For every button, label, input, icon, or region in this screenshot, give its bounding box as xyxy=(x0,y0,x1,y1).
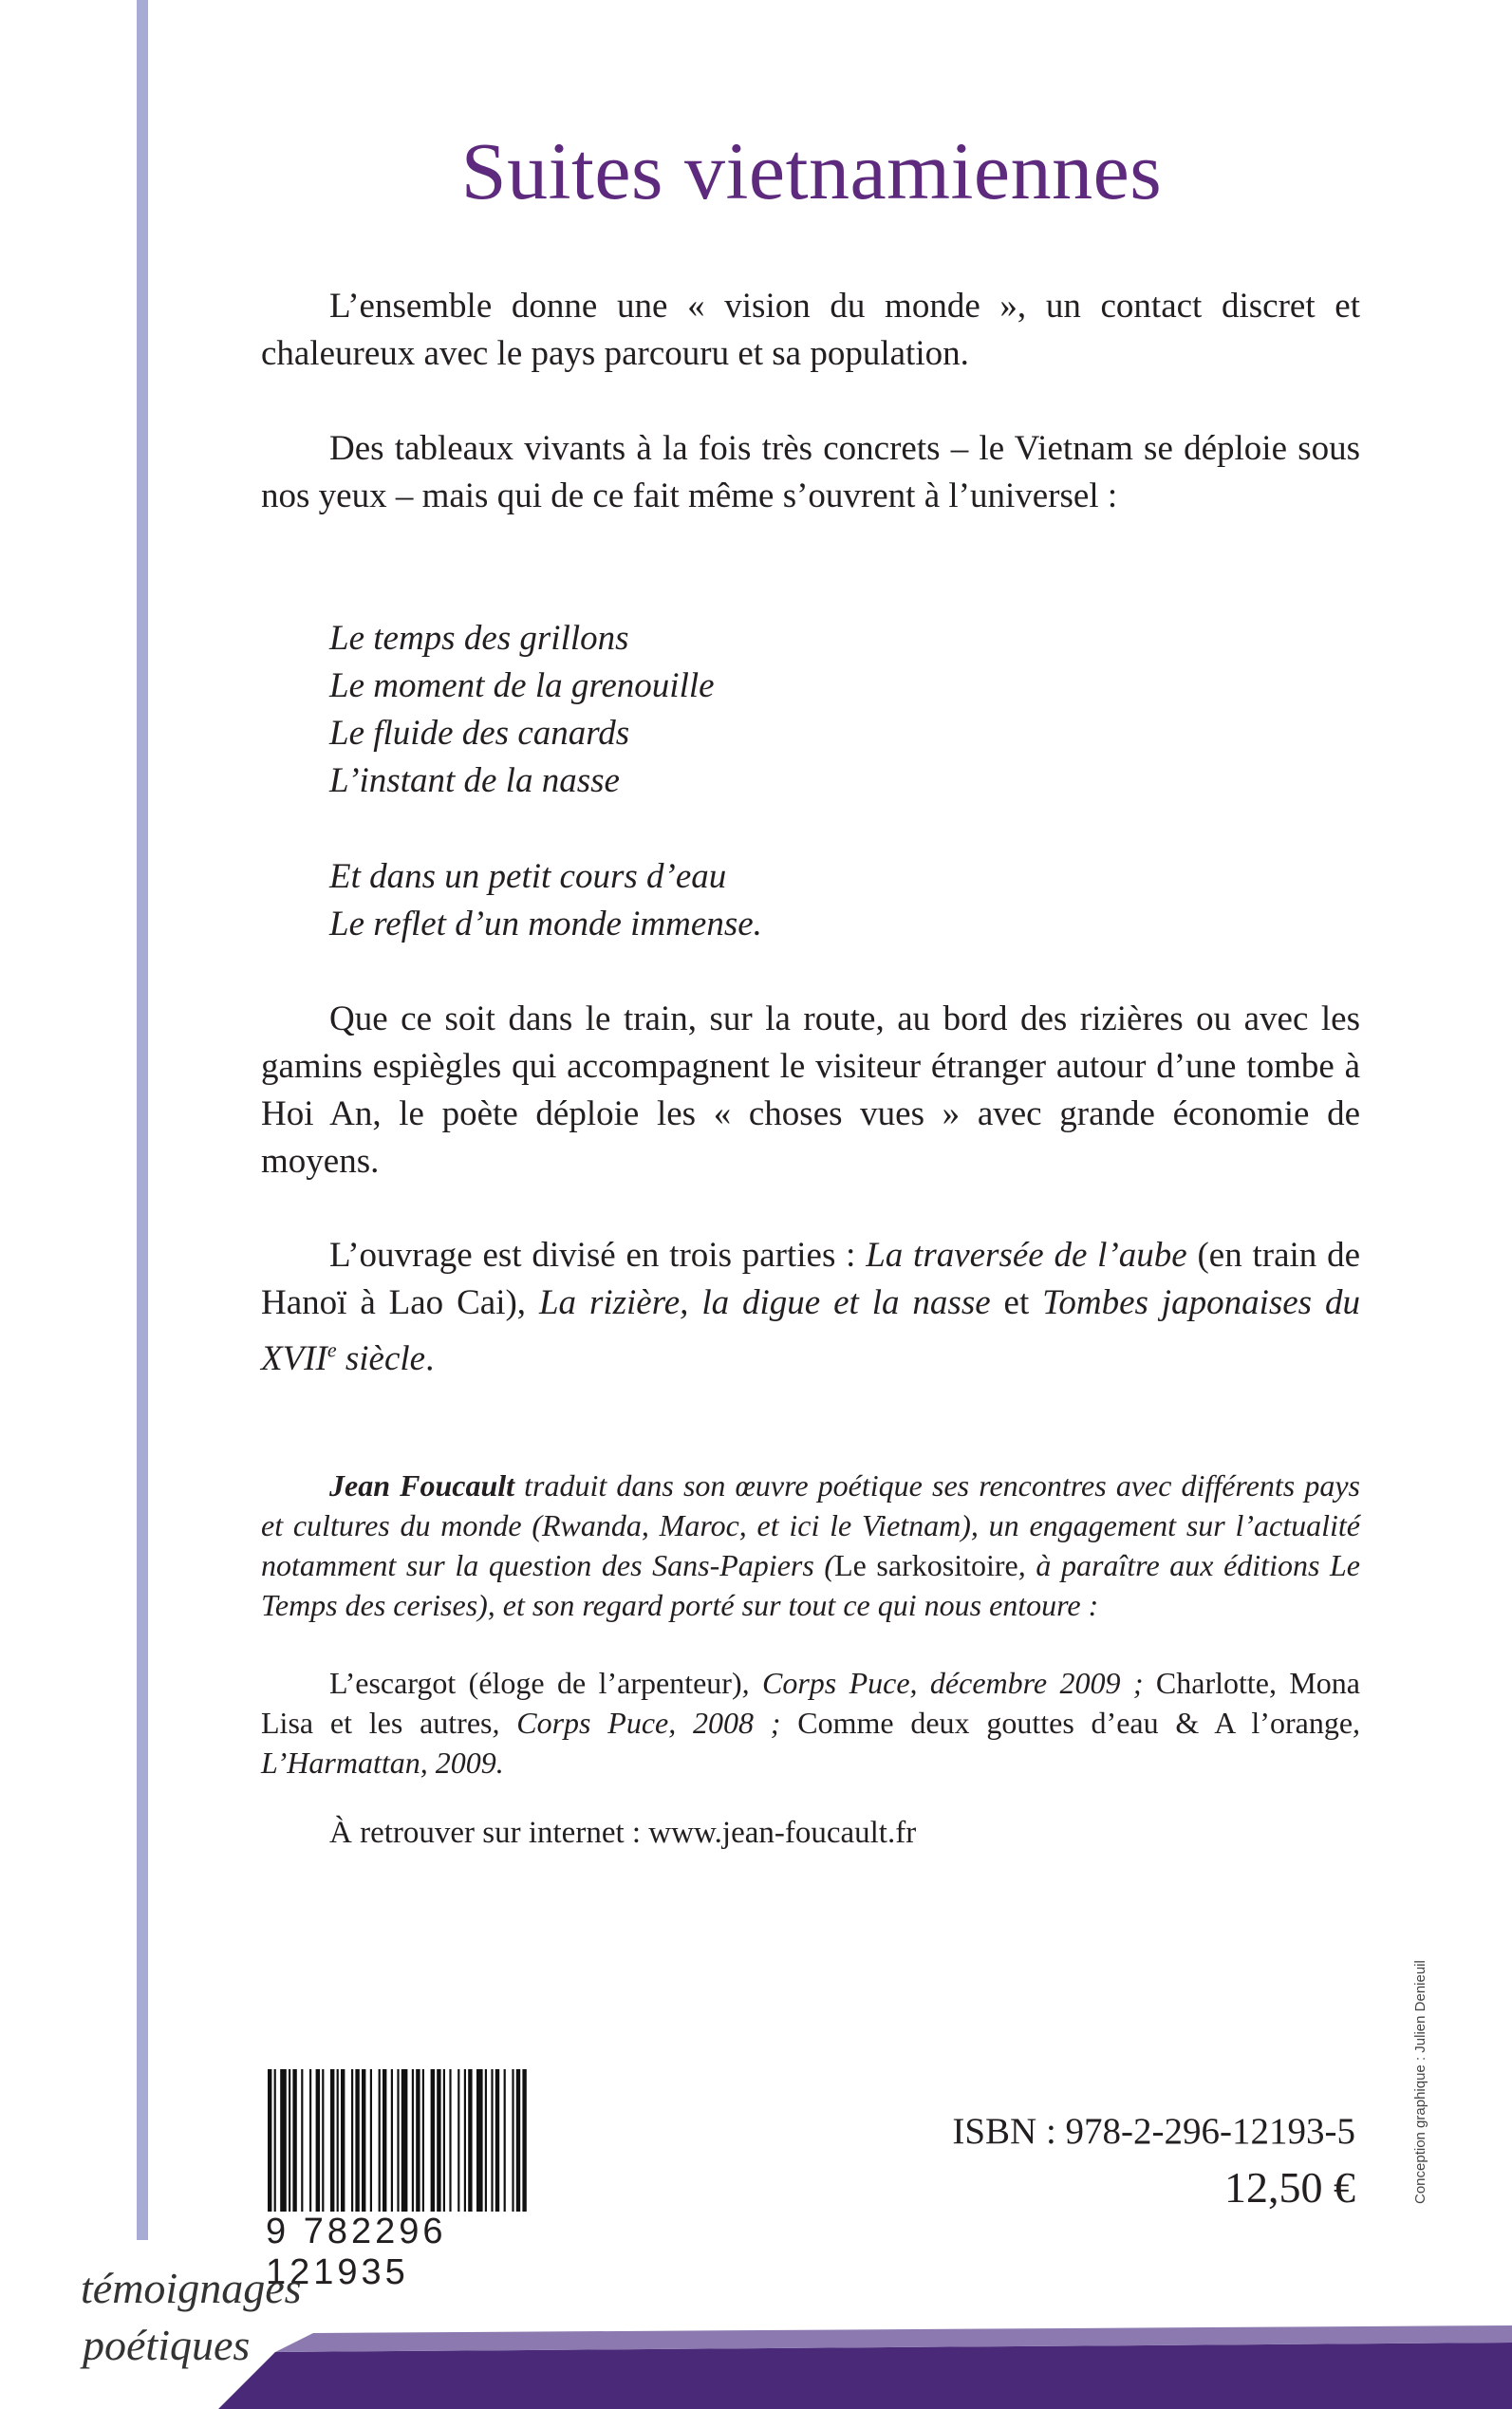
isbn: ISBN : 978-2-296-12193-5 xyxy=(952,2111,1355,2152)
poem-line: Le moment de la grenouille xyxy=(329,666,715,705)
poem-line: Le temps des grillons xyxy=(329,619,629,658)
summary-paragraph-1: L’ensemble donne une « vision du monde », un contact discret et chaleureux avec le pays parcouru et sa population. xyxy=(261,287,1360,373)
barcode-bars-icon xyxy=(266,2069,598,2212)
author-website: À retrouver sur internet : www.jean-foucault.fr xyxy=(329,1816,917,1850)
barcode xyxy=(266,2069,598,2293)
book-name: Le sarkositoire xyxy=(834,1548,1018,1582)
author-bio: Jean Foucault traduit dans son œuvre poétique ses rencontres avec différents pays et cultures du monde (Rwanda, Maroc, et ici le Vietnam), un engagement sur l’actualité notamment sur la question des Sans-Papiers (Le sarkositoire, à paraître aux éditions Le Temps des cerises), et son regard porté sur tout ce qui nous entoure : xyxy=(261,1468,1361,1622)
book-name: L’escargot (éloge de l’arpenteur) xyxy=(329,1666,742,1700)
summary-paragraph-2: Des tableaux vivants à la fois très concrets – le Vietnam se déploie sous nos yeux – mais qui de ce fait même s’ouvrent à l’universel : xyxy=(261,429,1360,515)
book-name: Comme deux gouttes d’eau & A l’orange xyxy=(780,1706,1353,1740)
summary-paragraph-4: L’ouvrage est divisé en trois parties : La traversée de l’aube (en train de Hanoï à Lao Cai), La rizière, la digue et la nasse et Tombes japonaises du XVIIe siècle. xyxy=(261,1236,1360,1379)
poem-line: Le reflet d’un monde immense. xyxy=(329,905,762,943)
book-title: Suites vietnamiennes xyxy=(460,125,1163,216)
parts-intro: L’ouvrage est divisé en trois parties : xyxy=(329,1236,867,1275)
poem-line: Le fluide des canards xyxy=(329,714,630,753)
design-credit: Conception graphique : Julien Denieuil xyxy=(1412,1960,1428,2204)
book-name: Charlotte, Mona Lisa et les autres xyxy=(261,1666,1360,1740)
bottom-band xyxy=(0,2316,1512,2409)
poem-line: L’instant de la nasse xyxy=(329,761,620,800)
poem-line: Et dans un petit cours d’eau xyxy=(329,857,727,896)
barcode-digits: 9 782296 121935 xyxy=(266,2212,447,2292)
author-bibliography: L’escargot (éloge de l’arpenteur), Corps Puce, décembre 2009 ; Charlotte, Mona Lisa et les autres, Corps Puce, 2008 ; Comme deux gouttes d’eau & A l’orange, L’Harmattan, 2009. xyxy=(261,1666,1361,1780)
collection-word: poétiques xyxy=(83,2321,251,2369)
poem-stanza-1 xyxy=(329,615,715,805)
part-title-3: Tombes japonaises du XVIIe siècle xyxy=(261,1283,1360,1379)
price: 12,50 € xyxy=(1224,2163,1355,2212)
part-title-1: La traversée de l’aube xyxy=(866,1236,1187,1275)
author-name: Jean Foucault xyxy=(329,1468,515,1503)
summary-paragraph-3: Que ce soit dans le train, sur la route, au bord des rizières ou avec les gamins espiègles qui accompagnent le visiteur étranger autour d’une tombe à Hoi An, le poète déploie les « choses vues » avec grande économie de moyens. xyxy=(261,999,1360,1181)
part-title-2: La rizière, la digue et la nasse xyxy=(538,1283,991,1322)
cover-stripe xyxy=(137,0,148,2240)
poem-stanza-2 xyxy=(329,853,762,948)
conjunction: et xyxy=(990,1283,1043,1322)
part-note: (en train de Hanoï à Lao Cai), xyxy=(261,1236,1360,1322)
collection-word: témoignages xyxy=(81,2264,302,2312)
